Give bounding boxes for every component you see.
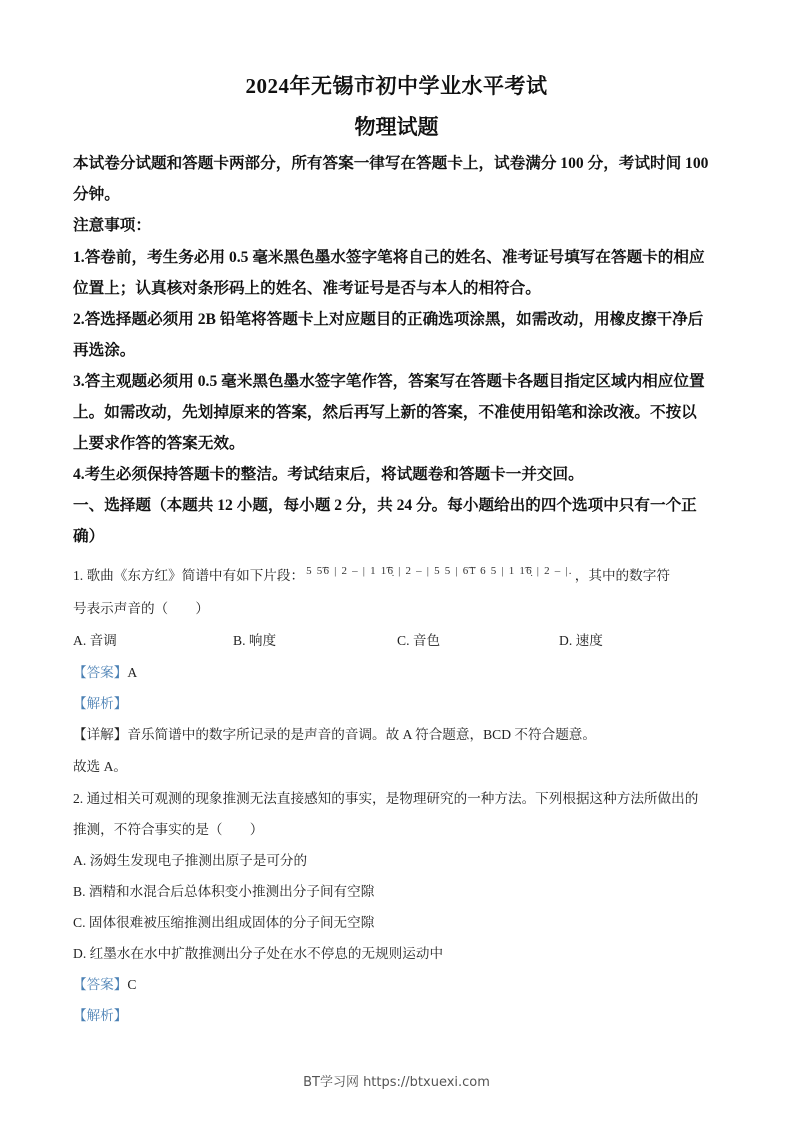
answer-value: C (127, 977, 137, 992)
notice-line-3: 2.答选择题必须用 2B 铅笔将答题卡上对应题目的正确选项涂黑，如需改动，用橡皮擦干净后 (73, 311, 704, 328)
question-2-option-a: A. 汤姆生发现电子推测出原子是可分的 (73, 853, 308, 868)
detail-text: 音乐简谱中的数字所记录的是声音的音调。故 A 符合题意，BCD 不符合题意。 (127, 727, 596, 742)
question-1-option-c: C. 音色 (397, 633, 441, 648)
question-1-stem-line-2: 号表示声音的（ ） (73, 601, 209, 616)
answer-value: A (127, 665, 138, 680)
question-1-stem-line-1 (73, 564, 670, 584)
question-2-option-c: C. 固体很难被压缩推测出组成固体的分子间无空隙 (73, 915, 375, 930)
question-2-option-b: B. 酒精和水混合后总体积变小推测出分子间有空隙 (73, 884, 375, 899)
exam-title: 2024年无锡市初中学业水平考试 (245, 74, 548, 98)
intro-line-1: 本试卷分试题和答题卡两部分，所有答案一律写在答题卡上，试卷满分 100 分，考试时间 100 (73, 155, 709, 172)
question-1-stem-suffix: ，其中的数字符 (574, 568, 670, 583)
question-2-stem-line-2: 推测，不符合事实的是（ ） (73, 822, 264, 837)
question-1-option-a: A. 音调 (73, 633, 117, 648)
question-1-analysis-label: 【解析】 (73, 696, 128, 711)
question-2-option-d: D. 红墨水在水中扩散推测出分子处在水不停息的无规则运动中 (73, 946, 444, 961)
notice-line-6: 上。如需改动，先划掉原来的答案，然后再写上新的答案，不准使用铅笔和涂改液。不按以 (73, 404, 697, 421)
notice-line-2: 位置上；认真核对条形码上的姓名、准考证号是否与本人的相符合。 (73, 280, 541, 297)
question-1-option-b: B. 响度 (233, 633, 277, 648)
question-1-stem-prefix: 1. 歌曲《东方红》简谱中有如下片段： (73, 568, 305, 583)
notice-line-1: 1.答卷前，考生务必用 0.5 毫米黑色墨水签字笔将自己的姓名、准考证号填写在答题卡的相应 (73, 249, 705, 266)
answer-label: 【答案】 (73, 665, 128, 680)
jianpu-notation: 5 5͡6 | 2 – | 1 1͡6̣ | 2 – | 5 5 | 6͡1̇ 6 5 | 1 1͡6̣ | 2 – |. (306, 565, 573, 577)
notice-line-5: 3.答主观题必须用 0.5 毫米黑色墨水签字笔作答，答案写在答题卡各题目指定区域内相应位置 (73, 373, 705, 390)
answer-label: 【答案】 (73, 977, 128, 992)
notice-line-7: 上要求作答的答案无效。 (73, 435, 245, 452)
section-heading-line-2: 确） (73, 528, 105, 545)
question-1-answer (73, 661, 137, 681)
question-2-analysis-label: 【解析】 (73, 1008, 128, 1023)
question-2-stem-line-1: 2. 通过相关可观测的现象推测无法直接感知的事实，是物理研究的一种方法。下列根据这种方法所做出的 (73, 791, 699, 806)
detail-label: 【详解】 (73, 727, 128, 742)
exam-subtitle: 物理试题 (354, 115, 439, 139)
question-1-option-d: D. 速度 (559, 633, 603, 648)
question-1-conclusion: 故选 A。 (73, 759, 127, 774)
watermark-footer: BT学习网 https://btxuexi.com (303, 1075, 490, 1090)
notice-line-8: 4.考生必须保持答题卡的整洁。考试结束后，将试题卷和答题卡一并交回。 (73, 466, 584, 483)
question-2-answer (73, 973, 136, 993)
question-1-detail (73, 723, 596, 743)
intro-line-2: 分钟。 (73, 186, 120, 203)
notice-line-4: 再选涂。 (73, 342, 136, 359)
section-heading-line-1: 一、选择题（本题共 12 小题，每小题 2 分，共 24 分。每小题给出的四个选项中只有一个正 (73, 497, 697, 514)
notice-heading: 注意事项： (73, 217, 151, 234)
